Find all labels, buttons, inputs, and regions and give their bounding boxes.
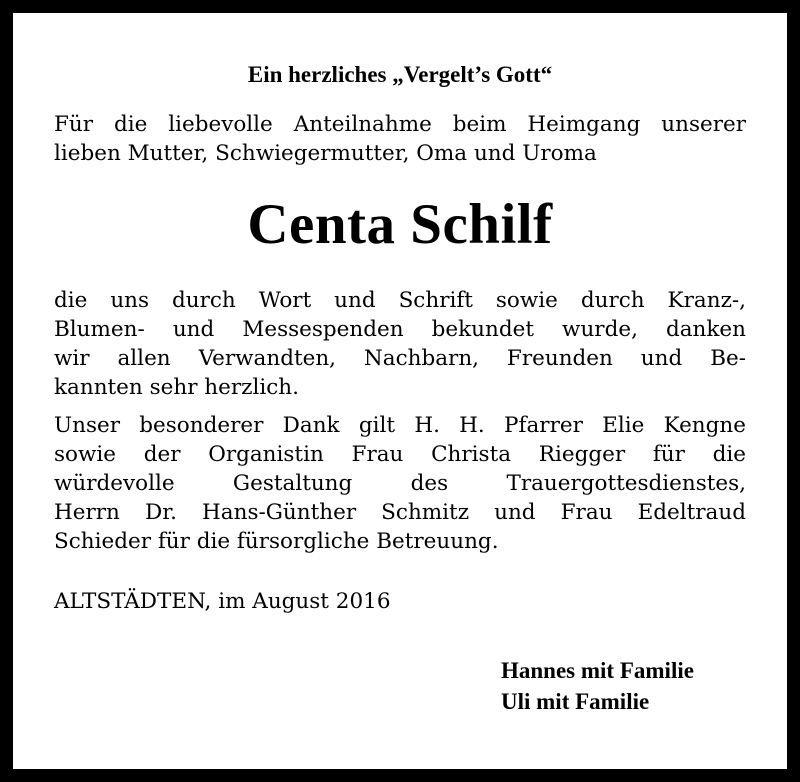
paragraph-line: Unser besonderer Dank gilt H. H. Pfarrer Elie Kengne <box>54 413 746 438</box>
paragraph-line: die uns durch Wort und Schrift sowie durch Kranz-, <box>54 288 746 313</box>
paragraph-line: würdevolle Gestaltung des Trauergottesdienstes, <box>54 471 746 496</box>
paragraph-line: Schieder für die fürsorgliche Betreuung. <box>54 529 499 554</box>
paragraph-line: kannten sehr herzlich. <box>54 375 299 400</box>
notice-heading: Ein herzliches „Vergelt’s Gott“ <box>247 62 553 87</box>
signature-line: Hannes mit Familie <box>501 658 694 683</box>
deceased-name: Centa Schilf <box>247 193 553 256</box>
intro-text <box>54 110 746 168</box>
intro-line: Für die liebevolle Anteilnahme beim Heimgang unserer <box>54 112 746 137</box>
signature-line: Uli mit Familie <box>501 689 650 714</box>
intro-line: lieben Mutter, Schwiegermutter, Oma und Uroma <box>54 141 597 166</box>
obituary-notice <box>54 60 746 714</box>
thanks-paragraph-2 <box>54 411 746 556</box>
place-and-date: ALTSTÄDTEN, im August 2016 <box>54 589 391 614</box>
thanks-paragraph-1 <box>54 286 746 402</box>
paragraph-line: Blumen- und Messespenden bekundet wurde, danken <box>54 317 746 342</box>
paragraph-line: wir allen Verwandten, Nachbarn, Freunden und Be- <box>54 346 746 371</box>
signatures-block <box>501 655 694 717</box>
paragraph-line: Herrn Dr. Hans-Günther Schmitz und Frau Edeltraud <box>54 500 746 525</box>
paragraph-line: sowie der Organistin Frau Christa Riegger für die <box>54 442 746 467</box>
